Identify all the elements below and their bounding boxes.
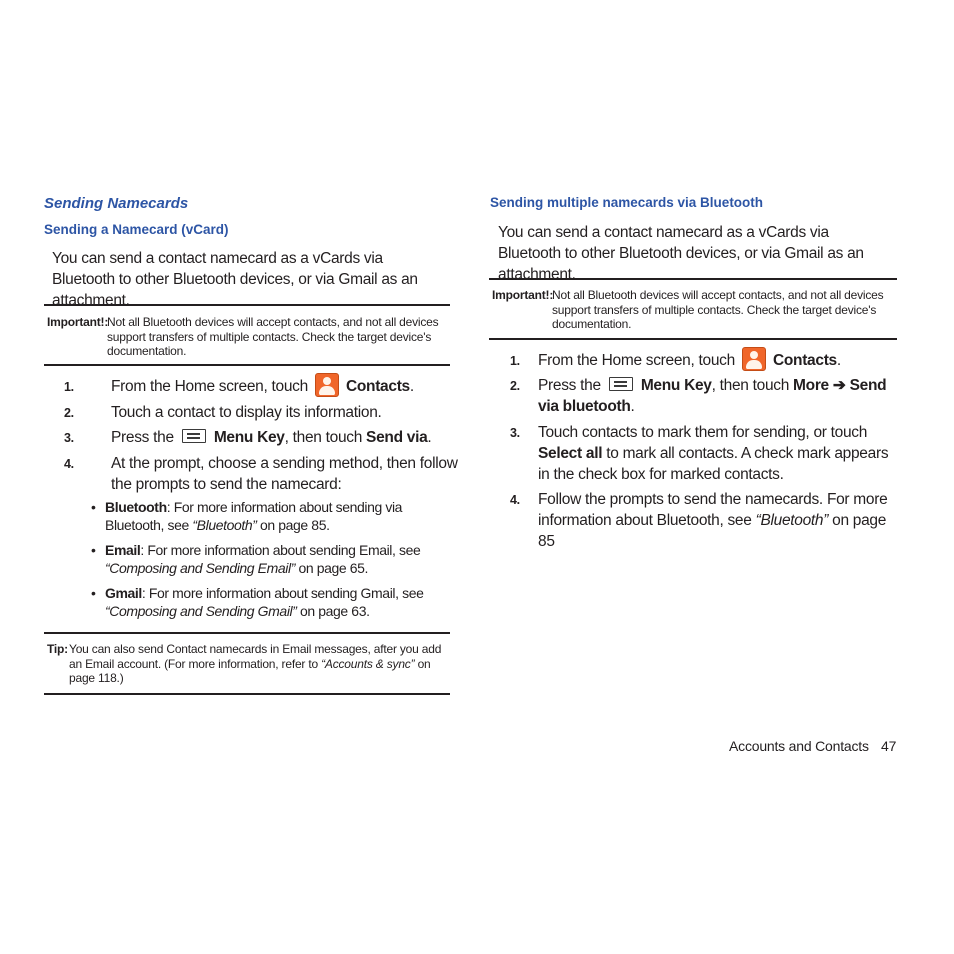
send-via-label: Send via [366,429,428,446]
bullet-dot: • [91,542,96,558]
important-text: Not all Bluetooth devices will accept contacts, and not all devices support transfers of multiple contacts. Check the target device's documentation. [552,288,884,331]
cross-reference-link[interactable]: “Bluetooth” [192,517,257,533]
menu-key-label: Menu Key [640,377,712,394]
bullet-email [91,541,451,581]
step-number: 2. [64,406,74,420]
contacts-icon [742,347,766,371]
page-reference: on page 85 [538,512,887,550]
step-text: Press the [538,377,601,394]
contacts-label: Contacts [772,352,837,369]
footer-section-name: Accounts and Contacts [729,738,869,754]
cross-reference-link[interactable]: “Composing and Sending Email” [105,560,295,576]
step-text: Follow the prompts to send the namecards. For more information about Bluetooth, see [538,491,888,529]
step-text: Touch contacts to mark them for sending, or touch [538,424,868,441]
menu-key-icon [182,429,206,443]
step-3 [510,422,900,486]
cross-reference-link[interactable]: “Accounts & sync” [321,656,415,671]
step-number: 4. [64,457,74,471]
step-2 [510,375,900,419]
section-title: Sending Namecards [44,195,189,212]
page-reference: on page 118.) [69,656,431,685]
subsection-title: Sending a Namecard (vCard) [44,222,229,237]
step-number: 4. [510,493,520,507]
step-number: 3. [510,426,520,440]
important-note [489,278,897,340]
send-via-bluetooth-label: More ➔ Send via bluetooth [538,377,887,415]
subsection-title: Sending multiple namecards via Bluetooth [490,195,764,210]
page-reference: on page 85. [260,517,330,533]
bullet-term: Email [105,542,141,558]
important-label: Important!: [47,315,109,329]
important-note [44,304,450,366]
step-text: From the Home screen, touch [111,378,308,395]
menu-key-icon [609,377,633,391]
menu-key-label: Menu Key [213,429,285,446]
step-number: 1. [510,354,520,368]
important-text: Not all Bluetooth devices will accept contacts, and not all devices support transfers of multiple contacts. Check the target device's documentation. [107,315,439,358]
step-number: 1. [64,380,74,394]
intro-paragraph: You can send a contact namecard as a vCards via Bluetooth to other Bluetooth devices, or via Gmail as an attachment. [52,250,418,309]
step-4 [510,489,900,550]
cross-reference-link[interactable]: “Bluetooth” [755,512,829,529]
step-punct: . [409,378,414,395]
important-label: Important!: [492,288,554,302]
select-all-label: Select all [538,445,603,462]
step-punct: . [427,429,432,446]
step-4 [64,453,458,497]
contacts-label: Contacts [345,378,410,395]
bullet-text: : For more information about sending Email, see [140,542,421,558]
intro-paragraph: You can send a contact namecard as a vCards via Bluetooth to other Bluetooth devices, or via Gmail as an attachment. [498,224,864,283]
tip-note [44,632,450,695]
step-text: From the Home screen, touch [538,352,735,369]
step-1 [510,350,900,372]
step-1 [64,376,454,398]
tip-text: You can also send Contact namecards in Email messages, after you add an Email account. (For more information, refer to [69,642,442,671]
bullet-bluetooth [91,498,451,538]
step-punct: . [836,352,841,369]
step-text: to mark all contacts. A check mark appears in the check box for marked contacts. [538,445,889,483]
bullet-dot: • [91,585,96,601]
bullet-text: : For more information about sending Gmail, see [141,585,424,601]
tip-label: Tip: [47,642,68,656]
page-number: 47 [881,738,897,754]
page-reference: on page 65. [298,560,369,576]
step-text: Touch a contact to display its information. [111,404,382,421]
page-reference: on page 63. [300,603,370,619]
step-2 [64,402,454,424]
bullet-text: : For more information about sending via Bluetooth, see [105,499,403,533]
bullet-gmail [91,584,451,624]
step-text: , then touch [284,429,363,446]
bullet-term: Gmail [105,585,142,601]
step-text: Press the [111,429,174,446]
contacts-icon [315,373,339,397]
bullet-term: Bluetooth [105,499,167,515]
step-punct: . [630,398,635,415]
cross-reference-link[interactable]: “Composing and Sending Gmail” [105,603,297,619]
step-number: 3. [64,431,74,445]
step-text: , then touch [711,377,790,394]
bullet-dot: • [91,499,96,515]
step-3 [64,427,454,449]
step-number: 2. [510,379,520,393]
step-text: At the prompt, choose a sending method, then follow the prompts to send the namecard: [111,455,458,493]
